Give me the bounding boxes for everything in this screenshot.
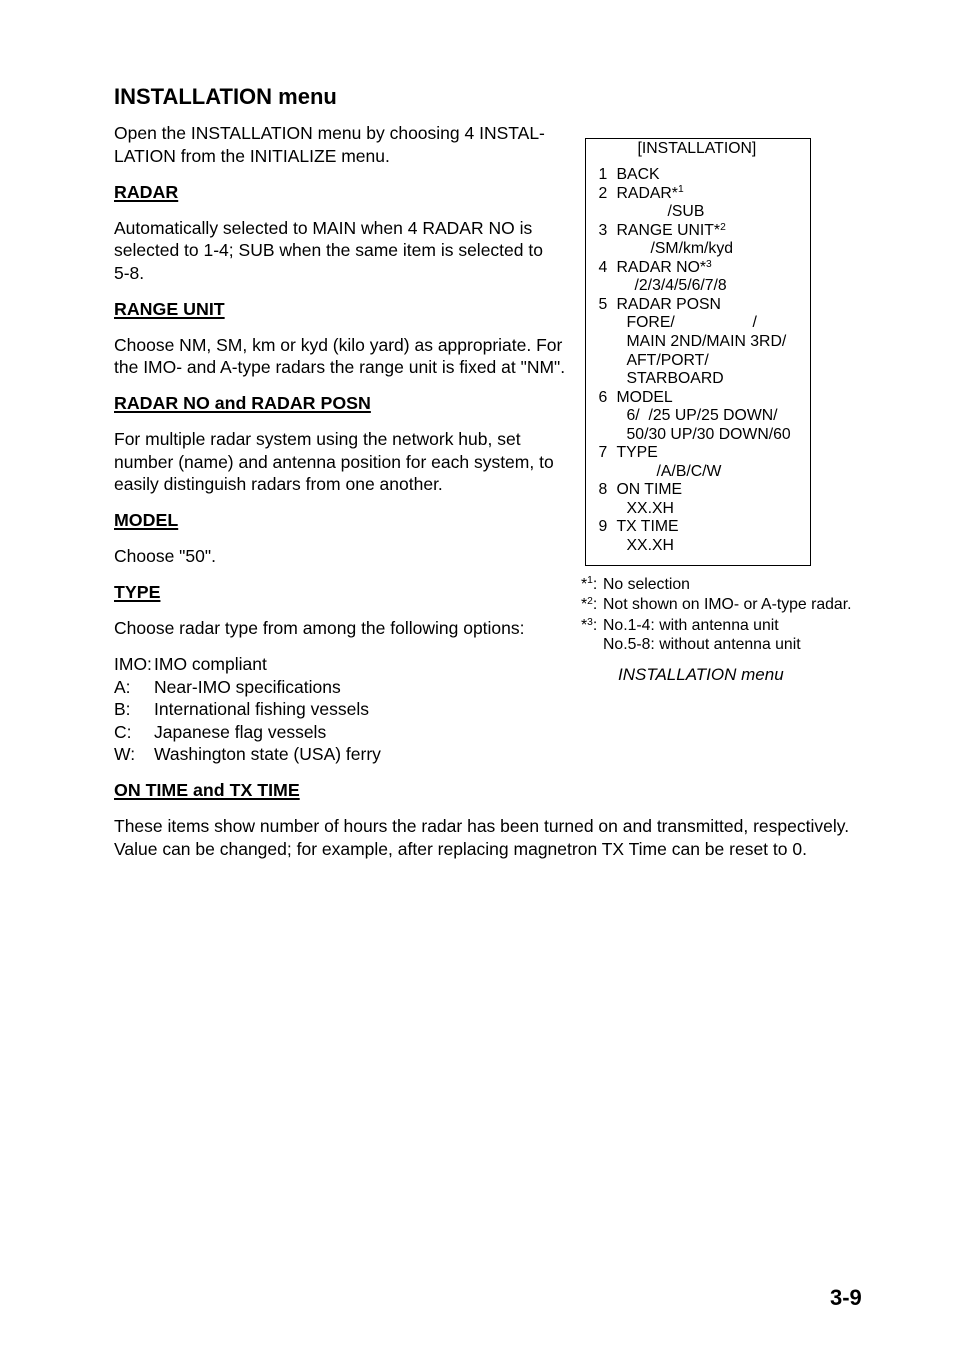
menu-option-line [586, 240, 810, 259]
footnote-mark: * [581, 596, 588, 614]
menu-item-tx-time [586, 518, 810, 537]
menu-item-number: 9 [598, 518, 608, 536]
footnote-label [581, 617, 603, 654]
menu-option-text: /SUB [667, 203, 705, 221]
footnote-number: 3 [587, 616, 593, 628]
menu-option-line [586, 426, 810, 445]
footnote-mark: * [713, 221, 721, 239]
footnote-separator: : [592, 596, 598, 614]
menu-item-number: 8 [598, 481, 608, 499]
menu-option-text: MAIN 2ND/MAIN 3RD/ [626, 332, 787, 350]
menu-item-back [586, 166, 810, 185]
menu-item-label-group [617, 222, 726, 243]
paragraph-line: Choose radar type from among the following options: [114, 618, 525, 638]
option-key: IMO: [114, 654, 152, 674]
menu-option-line [586, 463, 810, 482]
option-key: C: [114, 721, 132, 742]
menu-option-text: /2/3/4/5/6/7/8 [634, 277, 727, 295]
footnote-text [603, 617, 801, 654]
menu-option-line [586, 277, 810, 296]
menu-item-number: 2 [598, 184, 608, 202]
menu-option-line [586, 500, 810, 519]
figure-caption: INSTALLATION menu [618, 665, 784, 684]
paragraph-line: Choose NM, SM, km or kyd (kilo yard) as appropriate. For [114, 334, 563, 355]
menu-item-label: TYPE [616, 444, 658, 462]
menu-option-line [586, 407, 810, 426]
menu-item-number: 4 [598, 258, 608, 276]
option-desc: International fishing vessels [154, 699, 369, 719]
option-desc: Japanese flag vessels [154, 721, 327, 742]
menu-option-text: FORE/ [626, 314, 675, 332]
footnote-ref: 2 [720, 221, 726, 233]
footnote [581, 576, 851, 597]
footnote-mark: * [671, 184, 678, 202]
footnote-mark: * [699, 258, 707, 276]
menu-item-number: 5 [598, 295, 608, 313]
footnote-line: Not shown on IMO- or A-type radar. [603, 596, 852, 614]
list-item [114, 743, 894, 766]
paragraph-line: easily distinguish radars from one another. [114, 474, 443, 494]
footnote-mark: * [581, 616, 588, 634]
menu-option-line [586, 333, 810, 352]
footnote-number: 2 [587, 596, 593, 608]
paragraph-line: selected to 1-4; SUB when the same item is selected to [114, 240, 543, 260]
menu-item-radar [586, 185, 810, 204]
menu-item-label: RANGE UNIT [616, 221, 714, 239]
menu-item-label-group [617, 185, 684, 206]
footnote-line: No.1-4: with antenna unit [603, 616, 779, 634]
section-heading-text: TYPE [114, 582, 161, 602]
menu-option-line [586, 537, 810, 556]
section-heading-on-time-tx-time [114, 779, 894, 802]
menu-item-label: RADAR NO [616, 258, 700, 276]
paragraph-line: 5-8. [114, 262, 145, 283]
menu-option-text: /SM/km/kyd [650, 240, 734, 258]
page-number: 3-9 [830, 1285, 862, 1310]
menu-item-label-group [617, 259, 712, 280]
menu-item-radar-no [586, 259, 810, 278]
footnote-label [581, 576, 603, 597]
section-heading-text: ON TIME and TX TIME [114, 780, 300, 800]
paragraph-line: These items show number of hours the radar has been turned on and transmitted, respectively. [114, 816, 850, 836]
menu-option-line [586, 314, 810, 333]
menu-option-text: /A/B/C/W [656, 462, 722, 480]
on-time-paragraph [114, 815, 894, 860]
menu-item-label: RADAR POSN [616, 295, 721, 313]
menu-option-text: STARBOARD [626, 370, 724, 388]
footnote-number: 1 [587, 575, 593, 587]
footnote-label [581, 596, 603, 617]
footnote-separator: : [592, 575, 598, 593]
paragraph-line: Open the INSTALLATION menu by choosing 4 INSTAL- [114, 123, 545, 143]
paragraph-line: number (name) and antenna position for each system, to [114, 451, 554, 472]
paragraph-line: Automatically selected to MAIN when 4 RADAR NO is [114, 217, 533, 238]
paragraph-line: Value can be changed; for example, after replacing magnetron TX Time can be reset to 0. [114, 838, 807, 859]
menu-item-label: RADAR [616, 184, 672, 202]
menu-header-text: [INSTALLATION] [637, 140, 757, 157]
option-desc: Washington state (USA) ferry [154, 744, 381, 764]
paragraph-line: the IMO- and A-type radars the range unit is fixed at "NM". [114, 357, 566, 377]
menu-item-number: 1 [598, 166, 608, 184]
paragraph-line: LATION from the INITIALIZE menu. [114, 145, 390, 166]
menu-item-radar-posn [586, 296, 810, 315]
menu-item-model [586, 389, 810, 408]
menu-header [586, 140, 810, 159]
installation-menu-figure [585, 138, 811, 566]
footnote-text [603, 596, 851, 617]
section-heading-text: RADAR [114, 181, 179, 202]
menu-item-number: 3 [598, 221, 608, 239]
paragraph-line: Choose "50". [114, 546, 216, 566]
footnote-line: No selection [603, 575, 690, 593]
menu-option-line [586, 370, 810, 389]
option-key: A: [114, 676, 131, 697]
page-title: INSTALLATION menu [114, 84, 337, 109]
option-desc: Near-IMO specifications [154, 676, 341, 697]
footnote [581, 596, 851, 617]
menu-option-text: 50/30 UP/30 DOWN/60 [626, 425, 791, 443]
menu-option-text: AFT/PORT/ [626, 351, 709, 369]
menu-option-text: 6/ [626, 407, 640, 425]
menu-option-line [586, 203, 810, 222]
menu-item-number: 6 [598, 388, 608, 406]
option-desc: IMO compliant [154, 654, 267, 674]
menu-item-number: 7 [598, 444, 608, 462]
section-heading-text: RADAR NO and RADAR POSN [114, 393, 371, 413]
footnote-mark: * [581, 575, 588, 593]
footnote-line: No.5-8: without antenna unit [603, 635, 801, 653]
list-item [114, 698, 894, 721]
menu-item-label: MODEL [616, 388, 673, 406]
footnote-text [603, 576, 690, 597]
menu-item-label: TX TIME [616, 518, 679, 536]
option-key: B: [114, 699, 131, 719]
section-heading-text: RANGE UNIT [114, 298, 225, 319]
menu-item-on-time [586, 481, 810, 500]
option-key: W: [114, 744, 136, 764]
footnotes [581, 576, 851, 655]
footnote [581, 617, 851, 654]
menu-item-label: ON TIME [616, 481, 683, 499]
footnote-ref: 3 [706, 258, 712, 270]
menu-option-text: XX.XH [626, 499, 674, 517]
footnote-ref: 1 [677, 184, 684, 196]
menu-option-text: XX.XH [626, 536, 674, 554]
menu-item-range-unit [586, 222, 810, 241]
menu-item-label: BACK [616, 166, 660, 184]
footnote-separator: : [592, 616, 598, 634]
menu-item-type [586, 444, 810, 463]
list-item [114, 721, 894, 744]
section-heading-text: MODEL [114, 510, 179, 530]
menu-option-text: /25 UP/25 DOWN/ [648, 407, 778, 425]
menu-option-line [586, 352, 810, 371]
paragraph-line: For multiple radar system using the network hub, set [114, 429, 521, 449]
menu-option-text: / [752, 314, 757, 332]
